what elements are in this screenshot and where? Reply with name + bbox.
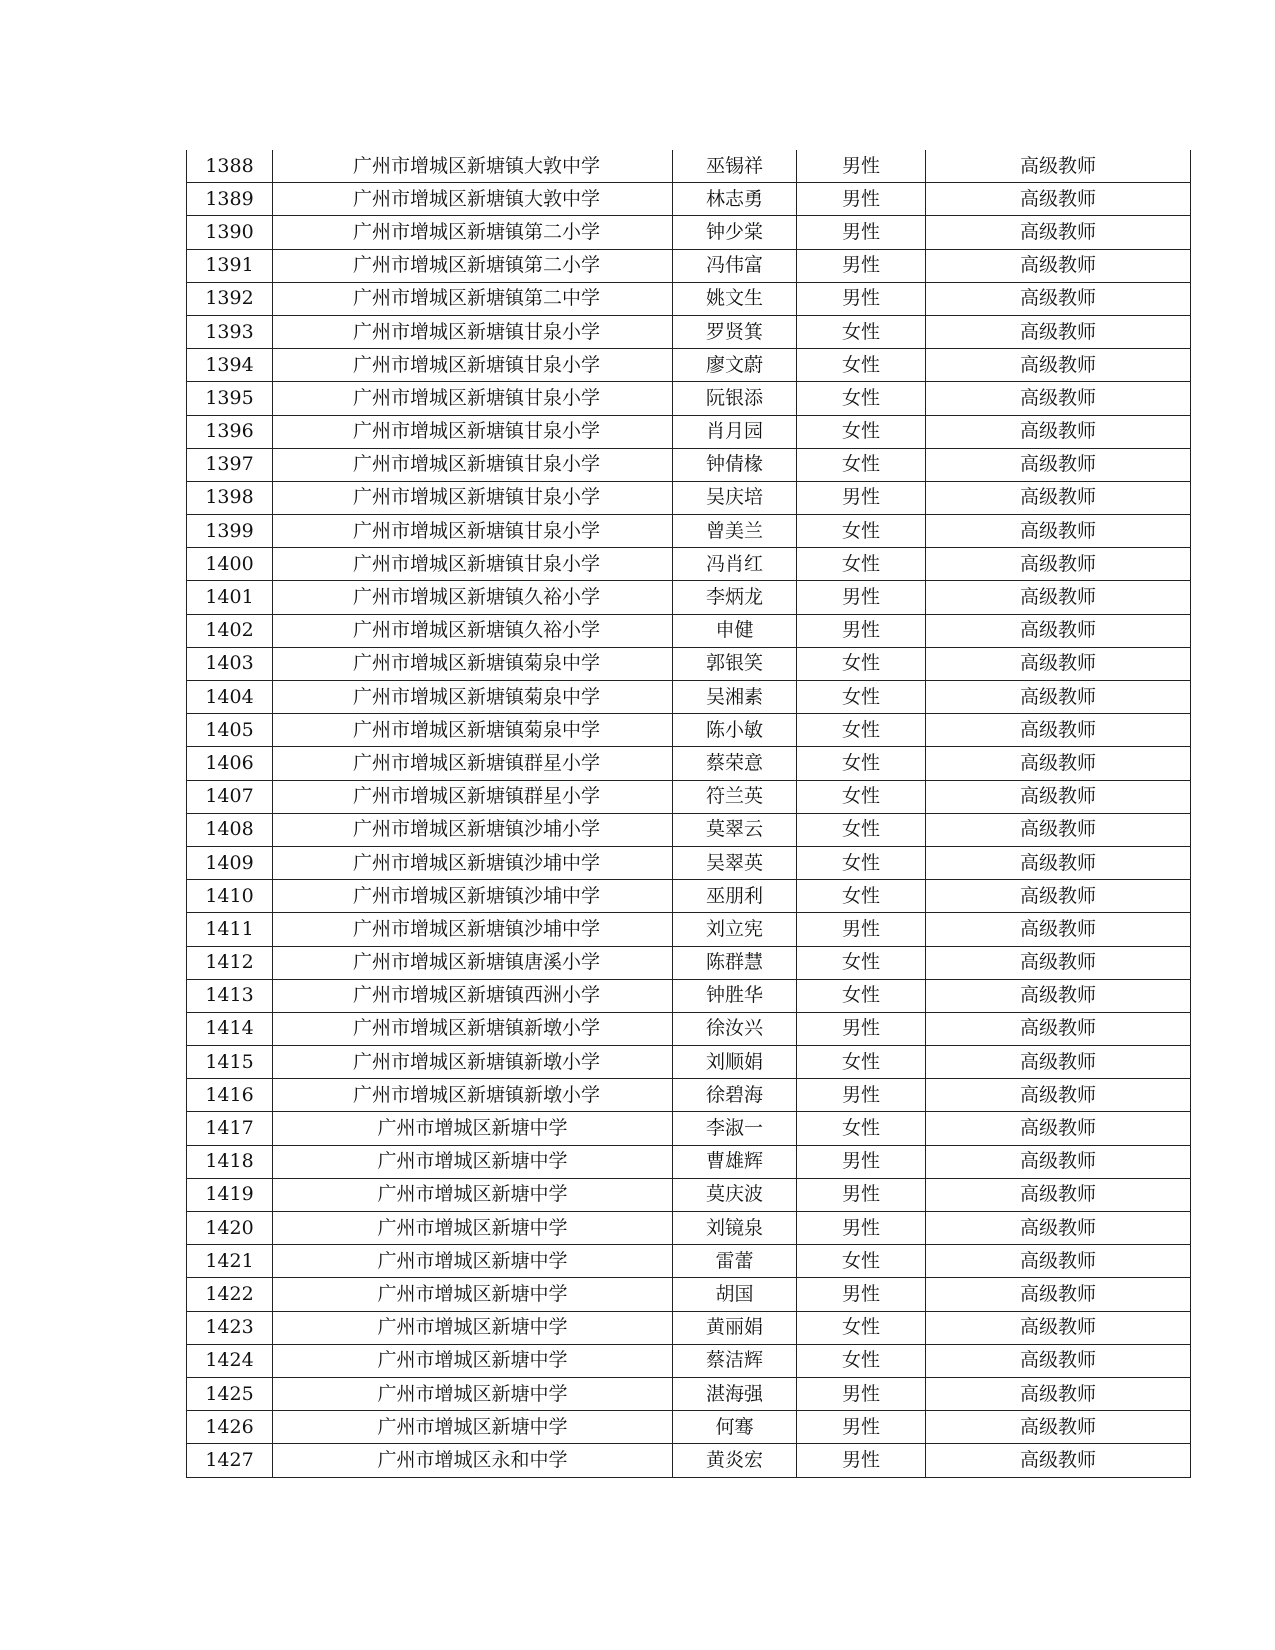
row-number-cell: 1425 bbox=[187, 1377, 273, 1410]
teacher-name-cell: 廖文蔚 bbox=[673, 349, 797, 382]
title-cell: 高级教师 bbox=[926, 1212, 1191, 1245]
gender-cell: 男性 bbox=[797, 249, 926, 282]
table-row bbox=[187, 1178, 1191, 1211]
school-name: 广州市增城区新塘镇大敦中学 bbox=[352, 154, 600, 177]
school-name: 广州市增城区新塘镇甘泉小学 bbox=[352, 353, 600, 376]
title-cell: 高级教师 bbox=[926, 1344, 1191, 1377]
teacher-name-cell: 陈小敏 bbox=[673, 714, 797, 747]
teacher-name-cell: 冯伟富 bbox=[673, 249, 797, 282]
table-row bbox=[187, 1344, 1191, 1377]
school-cell bbox=[273, 747, 673, 780]
row-number-cell: 1391 bbox=[187, 249, 273, 282]
school-name: 广州市增城区新塘镇甘泉小学 bbox=[352, 486, 600, 509]
table-row bbox=[187, 846, 1191, 879]
table-row bbox=[187, 780, 1191, 813]
row-number-cell: 1392 bbox=[187, 282, 273, 315]
row-number-cell: 1400 bbox=[187, 548, 273, 581]
row-number-cell: 1408 bbox=[187, 813, 273, 846]
title-cell: 高级教师 bbox=[926, 1245, 1191, 1278]
school-name: 广州市增城区新塘中学 bbox=[377, 1382, 568, 1405]
school-name: 广州市增城区新塘镇沙埔中学 bbox=[352, 851, 600, 874]
school-name: 广州市增城区新塘镇沙埔中学 bbox=[352, 884, 600, 907]
gender-cell: 男性 bbox=[797, 481, 926, 514]
gender-cell: 男性 bbox=[797, 614, 926, 647]
teacher-name-cell: 阮银添 bbox=[673, 382, 797, 415]
teacher-name-cell: 钟倩椽 bbox=[673, 448, 797, 481]
school-name: 广州市增城区新塘中学 bbox=[377, 1415, 568, 1438]
school-cell bbox=[273, 1012, 673, 1045]
title-cell: 高级教师 bbox=[926, 946, 1191, 979]
table-row bbox=[187, 183, 1191, 216]
school-name: 广州市增城区新塘镇唐溪小学 bbox=[352, 951, 600, 974]
teacher-name-cell: 胡国 bbox=[673, 1278, 797, 1311]
teacher-name-cell: 刘立宪 bbox=[673, 913, 797, 946]
school-cell bbox=[273, 216, 673, 249]
table-row bbox=[187, 216, 1191, 249]
title-cell: 高级教师 bbox=[926, 1311, 1191, 1344]
school-name: 广州市增城区新塘镇甘泉小学 bbox=[352, 552, 600, 575]
title-cell: 高级教师 bbox=[926, 150, 1191, 183]
school-cell bbox=[273, 647, 673, 680]
gender-cell: 男性 bbox=[797, 1145, 926, 1178]
title-cell: 高级教师 bbox=[926, 614, 1191, 647]
school-cell bbox=[273, 282, 673, 315]
school-cell bbox=[273, 1444, 673, 1477]
title-cell: 高级教师 bbox=[926, 448, 1191, 481]
table-row bbox=[187, 1377, 1191, 1410]
table-row bbox=[187, 515, 1191, 548]
table-row bbox=[187, 1046, 1191, 1079]
gender-cell: 女性 bbox=[797, 1112, 926, 1145]
title-cell: 高级教师 bbox=[926, 282, 1191, 315]
school-cell bbox=[273, 1212, 673, 1245]
school-name: 广州市增城区新塘镇甘泉小学 bbox=[352, 420, 600, 443]
row-number-cell: 1427 bbox=[187, 1444, 273, 1477]
school-name: 广州市增城区新塘镇甘泉小学 bbox=[352, 386, 600, 409]
teacher-name-cell: 冯肖红 bbox=[673, 548, 797, 581]
school-cell bbox=[273, 1411, 673, 1444]
row-number-cell: 1421 bbox=[187, 1245, 273, 1278]
teacher-name-cell: 莫翠云 bbox=[673, 813, 797, 846]
gender-cell: 男性 bbox=[797, 1012, 926, 1045]
title-cell: 高级教师 bbox=[926, 216, 1191, 249]
table-row bbox=[187, 382, 1191, 415]
row-number-cell: 1414 bbox=[187, 1012, 273, 1045]
gender-cell: 女性 bbox=[797, 548, 926, 581]
title-cell: 高级教师 bbox=[926, 1411, 1191, 1444]
school-cell bbox=[273, 880, 673, 913]
table-row bbox=[187, 1079, 1191, 1112]
school-name: 广州市增城区新塘镇甘泉小学 bbox=[352, 320, 600, 343]
table-row bbox=[187, 1112, 1191, 1145]
gender-cell: 男性 bbox=[797, 1444, 926, 1477]
gender-cell: 女性 bbox=[797, 1311, 926, 1344]
teacher-name-cell: 钟胜华 bbox=[673, 979, 797, 1012]
row-number-cell: 1397 bbox=[187, 448, 273, 481]
school-cell bbox=[273, 150, 673, 183]
table-row bbox=[187, 1444, 1191, 1477]
table-row bbox=[187, 1145, 1191, 1178]
row-number-cell: 1393 bbox=[187, 315, 273, 348]
row-number-cell: 1403 bbox=[187, 647, 273, 680]
teacher-name-cell: 曾美兰 bbox=[673, 515, 797, 548]
school-cell bbox=[273, 946, 673, 979]
teacher-name-cell: 郭银笑 bbox=[673, 647, 797, 680]
table-row bbox=[187, 1245, 1191, 1278]
title-cell: 高级教师 bbox=[926, 1278, 1191, 1311]
title-cell: 高级教师 bbox=[926, 880, 1191, 913]
table-row bbox=[187, 282, 1191, 315]
table-row bbox=[187, 249, 1191, 282]
gender-cell: 男性 bbox=[797, 1079, 926, 1112]
school-cell bbox=[273, 1046, 673, 1079]
school-cell bbox=[273, 249, 673, 282]
gender-cell: 女性 bbox=[797, 846, 926, 879]
school-cell bbox=[273, 780, 673, 813]
gender-cell: 女性 bbox=[797, 747, 926, 780]
school-cell bbox=[273, 714, 673, 747]
title-cell: 高级教师 bbox=[926, 515, 1191, 548]
gender-cell: 男性 bbox=[797, 1278, 926, 1311]
gender-cell: 女性 bbox=[797, 448, 926, 481]
school-cell bbox=[273, 481, 673, 514]
teacher-name-cell: 刘顺娟 bbox=[673, 1046, 797, 1079]
row-number-cell: 1406 bbox=[187, 747, 273, 780]
gender-cell: 男性 bbox=[797, 150, 926, 183]
title-cell: 高级教师 bbox=[926, 846, 1191, 879]
school-cell bbox=[273, 1178, 673, 1211]
school-name: 广州市增城区新塘中学 bbox=[377, 1216, 568, 1239]
row-number-cell: 1415 bbox=[187, 1046, 273, 1079]
row-number-cell: 1423 bbox=[187, 1311, 273, 1344]
school-name: 广州市增城区永和中学 bbox=[377, 1448, 568, 1471]
school-name: 广州市增城区新塘中学 bbox=[377, 1249, 568, 1272]
title-cell: 高级教师 bbox=[926, 813, 1191, 846]
row-number-cell: 1416 bbox=[187, 1079, 273, 1112]
teacher-name-cell: 符兰英 bbox=[673, 780, 797, 813]
teacher-name-cell: 曹雄辉 bbox=[673, 1145, 797, 1178]
row-number-cell: 1417 bbox=[187, 1112, 273, 1145]
gender-cell: 女性 bbox=[797, 780, 926, 813]
gender-cell: 男性 bbox=[797, 581, 926, 614]
gender-cell: 男性 bbox=[797, 1178, 926, 1211]
title-cell: 高级教师 bbox=[926, 481, 1191, 514]
gender-cell: 女性 bbox=[797, 880, 926, 913]
teacher-name-cell: 何骞 bbox=[673, 1411, 797, 1444]
school-cell bbox=[273, 382, 673, 415]
school-name: 广州市增城区新塘镇沙埔小学 bbox=[352, 818, 600, 841]
table-row bbox=[187, 681, 1191, 714]
school-name: 广州市增城区新塘镇久裕小学 bbox=[352, 619, 600, 642]
school-name: 广州市增城区新塘镇新墩小学 bbox=[352, 1050, 600, 1073]
title-cell: 高级教师 bbox=[926, 647, 1191, 680]
title-cell: 高级教师 bbox=[926, 382, 1191, 415]
school-cell bbox=[273, 1278, 673, 1311]
table-row bbox=[187, 1311, 1191, 1344]
row-number-cell: 1418 bbox=[187, 1145, 273, 1178]
gender-cell: 女性 bbox=[797, 315, 926, 348]
teacher-name-cell: 雷蕾 bbox=[673, 1245, 797, 1278]
table-row bbox=[187, 481, 1191, 514]
gender-cell: 女性 bbox=[797, 681, 926, 714]
school-cell bbox=[273, 448, 673, 481]
teacher-name-cell: 巫朋利 bbox=[673, 880, 797, 913]
row-number-cell: 1405 bbox=[187, 714, 273, 747]
teacher-name-cell: 李炳龙 bbox=[673, 581, 797, 614]
title-cell: 高级教师 bbox=[926, 581, 1191, 614]
teacher-roster-table bbox=[186, 150, 1191, 1478]
title-cell: 高级教师 bbox=[926, 1112, 1191, 1145]
teacher-name-cell: 吴翠英 bbox=[673, 846, 797, 879]
gender-cell: 男性 bbox=[797, 282, 926, 315]
teacher-name-cell: 黄炎宏 bbox=[673, 1444, 797, 1477]
school-cell bbox=[273, 1344, 673, 1377]
table-row bbox=[187, 813, 1191, 846]
school-name: 广州市增城区新塘镇沙埔中学 bbox=[352, 917, 600, 940]
row-number-cell: 1399 bbox=[187, 515, 273, 548]
table-row bbox=[187, 647, 1191, 680]
gender-cell: 女性 bbox=[797, 1245, 926, 1278]
teacher-name-cell: 姚文生 bbox=[673, 282, 797, 315]
gender-cell: 女性 bbox=[797, 946, 926, 979]
title-cell: 高级教师 bbox=[926, 183, 1191, 216]
teacher-name-cell: 李淑一 bbox=[673, 1112, 797, 1145]
row-number-cell: 1410 bbox=[187, 880, 273, 913]
school-name: 广州市增城区新塘镇大敦中学 bbox=[352, 187, 600, 210]
teacher-name-cell: 巫锡祥 bbox=[673, 150, 797, 183]
row-number-cell: 1420 bbox=[187, 1212, 273, 1245]
gender-cell: 男性 bbox=[797, 913, 926, 946]
table-row bbox=[187, 880, 1191, 913]
row-number-cell: 1390 bbox=[187, 216, 273, 249]
school-cell bbox=[273, 813, 673, 846]
school-name: 广州市增城区新塘镇第二中学 bbox=[352, 287, 600, 310]
school-name: 广州市增城区新塘中学 bbox=[377, 1150, 568, 1173]
teacher-name-cell: 蔡洁辉 bbox=[673, 1344, 797, 1377]
teacher-name-cell: 黄丽娟 bbox=[673, 1311, 797, 1344]
school-name: 广州市增城区新塘镇新墩小学 bbox=[352, 1083, 600, 1106]
gender-cell: 男性 bbox=[797, 1377, 926, 1410]
teacher-roster-body bbox=[187, 150, 1191, 1477]
title-cell: 高级教师 bbox=[926, 913, 1191, 946]
gender-cell: 男性 bbox=[797, 183, 926, 216]
title-cell: 高级教师 bbox=[926, 1444, 1191, 1477]
row-number-cell: 1426 bbox=[187, 1411, 273, 1444]
gender-cell: 女性 bbox=[797, 813, 926, 846]
teacher-name-cell: 钟少棠 bbox=[673, 216, 797, 249]
gender-cell: 男性 bbox=[797, 1212, 926, 1245]
school-cell bbox=[273, 1311, 673, 1344]
gender-cell: 女性 bbox=[797, 515, 926, 548]
school-name: 广州市增城区新塘镇菊泉中学 bbox=[352, 685, 600, 708]
school-cell bbox=[273, 681, 673, 714]
gender-cell: 女性 bbox=[797, 979, 926, 1012]
table-row bbox=[187, 1411, 1191, 1444]
row-number-cell: 1411 bbox=[187, 913, 273, 946]
row-number-cell: 1407 bbox=[187, 780, 273, 813]
school-name: 广州市增城区新塘镇甘泉小学 bbox=[352, 453, 600, 476]
school-cell bbox=[273, 1377, 673, 1410]
teacher-name-cell: 申健 bbox=[673, 614, 797, 647]
school-name: 广州市增城区新塘镇群星小学 bbox=[352, 751, 600, 774]
row-number-cell: 1409 bbox=[187, 846, 273, 879]
school-name: 广州市增城区新塘中学 bbox=[377, 1117, 568, 1140]
table-row bbox=[187, 1212, 1191, 1245]
school-cell bbox=[273, 515, 673, 548]
table-row bbox=[187, 548, 1191, 581]
gender-cell: 男性 bbox=[797, 216, 926, 249]
row-number-cell: 1394 bbox=[187, 349, 273, 382]
title-cell: 高级教师 bbox=[926, 548, 1191, 581]
teacher-name-cell: 肖月园 bbox=[673, 415, 797, 448]
school-cell bbox=[273, 913, 673, 946]
table-row bbox=[187, 415, 1191, 448]
teacher-name-cell: 陈群慧 bbox=[673, 946, 797, 979]
table-row bbox=[187, 1012, 1191, 1045]
table-row bbox=[187, 1278, 1191, 1311]
title-cell: 高级教师 bbox=[926, 349, 1191, 382]
teacher-name-cell: 徐碧海 bbox=[673, 1079, 797, 1112]
gender-cell: 女性 bbox=[797, 1046, 926, 1079]
title-cell: 高级教师 bbox=[926, 315, 1191, 348]
title-cell: 高级教师 bbox=[926, 714, 1191, 747]
school-name: 广州市增城区新塘镇第二小学 bbox=[352, 220, 600, 243]
row-number-cell: 1396 bbox=[187, 415, 273, 448]
teacher-name-cell: 吴湘素 bbox=[673, 681, 797, 714]
school-name: 广州市增城区新塘中学 bbox=[377, 1316, 568, 1339]
table-row bbox=[187, 714, 1191, 747]
title-cell: 高级教师 bbox=[926, 1012, 1191, 1045]
title-cell: 高级教师 bbox=[926, 979, 1191, 1012]
school-name: 广州市增城区新塘镇第二小学 bbox=[352, 254, 600, 277]
row-number-cell: 1419 bbox=[187, 1178, 273, 1211]
gender-cell: 女性 bbox=[797, 382, 926, 415]
title-cell: 高级教师 bbox=[926, 415, 1191, 448]
row-number-cell: 1413 bbox=[187, 979, 273, 1012]
table-row bbox=[187, 315, 1191, 348]
school-name: 广州市增城区新塘镇甘泉小学 bbox=[352, 519, 600, 542]
gender-cell: 女性 bbox=[797, 647, 926, 680]
table-row bbox=[187, 150, 1191, 183]
table-row bbox=[187, 349, 1191, 382]
teacher-name-cell: 莫庆波 bbox=[673, 1178, 797, 1211]
title-cell: 高级教师 bbox=[926, 780, 1191, 813]
school-name: 广州市增城区新塘中学 bbox=[377, 1349, 568, 1372]
title-cell: 高级教师 bbox=[926, 249, 1191, 282]
table-row bbox=[187, 614, 1191, 647]
teacher-name-cell: 蔡荣意 bbox=[673, 747, 797, 780]
row-number-cell: 1388 bbox=[187, 150, 273, 183]
school-name: 广州市增城区新塘镇久裕小学 bbox=[352, 586, 600, 609]
school-name: 广州市增城区新塘镇西洲小学 bbox=[352, 984, 600, 1007]
school-cell bbox=[273, 349, 673, 382]
school-cell bbox=[273, 846, 673, 879]
gender-cell: 女性 bbox=[797, 1344, 926, 1377]
school-cell bbox=[273, 1112, 673, 1145]
table-row bbox=[187, 913, 1191, 946]
title-cell: 高级教师 bbox=[926, 1145, 1191, 1178]
school-name: 广州市增城区新塘镇菊泉中学 bbox=[352, 652, 600, 675]
title-cell: 高级教师 bbox=[926, 1046, 1191, 1079]
title-cell: 高级教师 bbox=[926, 747, 1191, 780]
table-row bbox=[187, 979, 1191, 1012]
teacher-name-cell: 吴庆培 bbox=[673, 481, 797, 514]
row-number-cell: 1402 bbox=[187, 614, 273, 647]
teacher-name-cell: 罗贤箕 bbox=[673, 315, 797, 348]
school-cell bbox=[273, 581, 673, 614]
title-cell: 高级教师 bbox=[926, 681, 1191, 714]
row-number-cell: 1398 bbox=[187, 481, 273, 514]
row-number-cell: 1395 bbox=[187, 382, 273, 415]
teacher-name-cell: 刘镜泉 bbox=[673, 1212, 797, 1245]
gender-cell: 男性 bbox=[797, 1411, 926, 1444]
school-cell bbox=[273, 183, 673, 216]
school-cell bbox=[273, 979, 673, 1012]
school-cell bbox=[273, 548, 673, 581]
row-number-cell: 1412 bbox=[187, 946, 273, 979]
table-row bbox=[187, 747, 1191, 780]
school-cell bbox=[273, 1079, 673, 1112]
gender-cell: 女性 bbox=[797, 714, 926, 747]
table-row bbox=[187, 581, 1191, 614]
teacher-name-cell: 林志勇 bbox=[673, 183, 797, 216]
school-cell bbox=[273, 315, 673, 348]
table-row bbox=[187, 448, 1191, 481]
school-cell bbox=[273, 1145, 673, 1178]
school-cell bbox=[273, 415, 673, 448]
title-cell: 高级教师 bbox=[926, 1377, 1191, 1410]
school-cell bbox=[273, 1245, 673, 1278]
school-name: 广州市增城区新塘中学 bbox=[377, 1183, 568, 1206]
gender-cell: 女性 bbox=[797, 415, 926, 448]
school-name: 广州市增城区新塘镇菊泉中学 bbox=[352, 718, 600, 741]
school-name: 广州市增城区新塘镇新墩小学 bbox=[352, 1017, 600, 1040]
school-name: 广州市增城区新塘中学 bbox=[377, 1282, 568, 1305]
school-cell bbox=[273, 614, 673, 647]
table-row bbox=[187, 946, 1191, 979]
teacher-name-cell: 湛海强 bbox=[673, 1377, 797, 1410]
title-cell: 高级教师 bbox=[926, 1079, 1191, 1112]
row-number-cell: 1389 bbox=[187, 183, 273, 216]
title-cell: 高级教师 bbox=[926, 1178, 1191, 1211]
gender-cell: 女性 bbox=[797, 349, 926, 382]
teacher-name-cell: 徐汝兴 bbox=[673, 1012, 797, 1045]
row-number-cell: 1424 bbox=[187, 1344, 273, 1377]
row-number-cell: 1401 bbox=[187, 581, 273, 614]
row-number-cell: 1404 bbox=[187, 681, 273, 714]
school-name: 广州市增城区新塘镇群星小学 bbox=[352, 785, 600, 808]
row-number-cell: 1422 bbox=[187, 1278, 273, 1311]
